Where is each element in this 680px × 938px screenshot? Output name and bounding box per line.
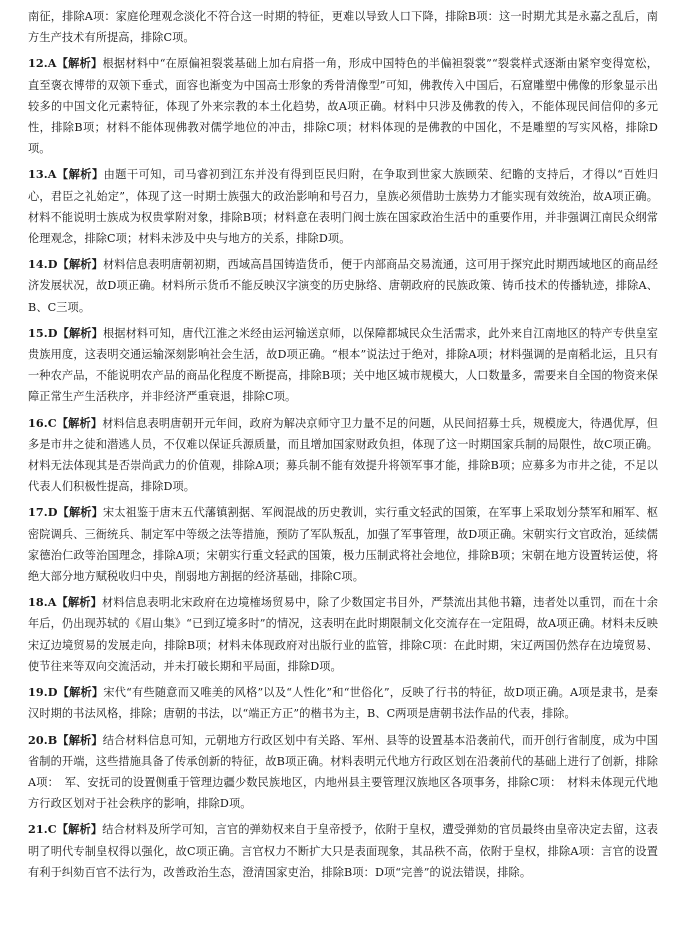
- question-number: 12.A: [28, 56, 57, 71]
- analysis-tag: 【解析】: [57, 505, 103, 520]
- paragraph-text: 根据材料可知，唐代江淮之米经由运河输送京师，以保障都城民众生活需求，此外来自江南地区的特产专供皇室贵族用度，这表明交通运输深刻影响社会生活，故D项正确。“根本”说法过于绝对，排除A项；材料强调的是南稻北运，且只有一种农产品，不能说明农产品的商品化程度不断提高，排除B项；关中地区城市规模大，人口数量多，需要来自全国的物资来保障正常生产生活秩序，并非经济严重衰退，排除C项。: [28, 326, 658, 404]
- analysis-tag: 【解析】: [57, 257, 103, 272]
- paragraph-text: 宋代“有些随意而又唯美的风格”以及“人性化”和“世俗化”，反映了行书的特征，故D项正确。A项是隶书，是秦汉时期的书法风格，排除；唐朝的书法，以“端正方正”的楷书为主，B、C两项是唐朝书法作品的代表，排除。: [28, 686, 658, 721]
- analysis-tag: 【解析】: [56, 415, 103, 430]
- paragraph-text: 结合材料信息可知，元朝地方行政区划中有关路、军州、县等的设置基本沿袭前代，而开创行省制度，成为中国省制的开端，这些措施具备了传承创新的特征，故B项正确。材料表明元代地方行政区划在沿袭前代的基础上进行了创新，排除A项： 军、安抚司的设置侧重于管理边疆少数民族地区，内地州县主要管理汉族地区各项事务，排除C项： 材料未体现元代地方行政区划对于社会秩序的影响，排除D项。: [28, 733, 659, 811]
- question-number: 19.D: [28, 685, 58, 700]
- question-number: 17.D: [28, 505, 58, 520]
- paragraph-q21: [28, 819, 658, 883]
- paragraph-q16: [28, 413, 658, 498]
- analysis-tag: 【解析】: [57, 685, 104, 700]
- analysis-tag: 【解析】: [57, 325, 103, 340]
- paragraph-11-continued: [28, 6, 658, 48]
- paragraph-q14: [28, 254, 658, 318]
- question-number: 15.D: [28, 325, 58, 340]
- paragraph-q19: [28, 682, 658, 724]
- paragraph-q13: [28, 164, 658, 249]
- question-number: 14.D: [28, 257, 58, 272]
- paragraph-text: 南征，排除A项：家庭伦理观念淡化不符合这一时期的特征，更难以导致人口下降，排除B项：这一时期尤其是永嘉之乱后，南方生产技术有所提高，排除C项。: [28, 10, 658, 45]
- analysis-tag: 【解析】: [56, 167, 104, 182]
- paragraph-text: 宋太祖鉴于唐末五代藩镇割据、军阀混战的历史教训，实行重文轻武的国策，在军事上采取划分禁军和厢军、枢密院调兵、三衙统兵、制定军中等级之法等措施，预防了军队叛乱，加强了军事管理，故D项正确。宋朝实行文官政治，延续儒家德治仁政等治国理念，排除A项；宋朝实行重文轻武的国策，极力压制武将社会地位，排除B项；宋朝在地方设置转运使，将绝大部分地方赋税收归中央，削弱地方割据的经济基础，排除C项。: [28, 506, 658, 584]
- paragraph-q15: [28, 323, 658, 408]
- analysis-tag: 【解析】: [56, 822, 103, 837]
- analysis-tag: 【解析】: [56, 56, 103, 71]
- paragraph-text: 材料信息表明唐朝开元年间，政府为解决京师守卫力量不足的问题，从民间招募士兵，规模庞大，待遇优厚，但多是市井之徒和潜逃人员，不仅难以保证兵源质量，而且增加国家财政负担，体现了这一时期国家兵制的局限性，故C项正确。材料无法体现其是否崇尚武力的价值观，排除A项；募兵制不能有效提升将领军事才能，排除B项；应募多为市井之徒，不足以代表人们积极性提高，排除D项。: [28, 416, 658, 494]
- paragraph-q12: [28, 53, 658, 159]
- paragraph-q20: [28, 730, 658, 815]
- question-number: 18.A: [28, 595, 57, 610]
- paragraph-text: 材料信息表明唐朝初期，西域高昌国铸造货币，便于内部商品交易流通，这可用于探究此时期西域地区的商品经济发展状况，故D项正确。材料所示货币不能反映汉字演变的历史脉络、唐朝政府的民族政策、铸币技术的传播轨迹，排除A、B、C三项。: [28, 258, 658, 314]
- question-number: 20.B: [28, 732, 58, 747]
- analysis-tag: 【解析】: [56, 595, 102, 610]
- paragraph-text: 材料信息表明北宋政府在边境榷场贸易中，除了少数国定书目外，严禁流出其他书籍，违者处以重罚，而在十余年后，仍出现苏轼的《眉山集》“已到辽境多时”的情况，这表明在此时期限制文化交流存在一定阻碍，故A项正确。材料未反映宋辽边境贸易的发展走向，排除B项；材料未体现政府对出版行业的监管，排除C项：在此时期，宋辽两国仍然存在边境贸易、使节往来等双向交流活动，并未打破长期和平局面，排除D项。: [28, 596, 658, 673]
- paragraph-text: 根据材料中“在原偏袒裂裳基础上加右肩搭一角，形成中国特色的半偏袒裂裳”“裂裳样式逐渐由紧窄变得宽松，直至褒衣博带的双领下垂式，面容也渐变为中国高士形象的秀骨清像型”可知，佛教传入中国后，石窟雕塑中佛像的形象显示出较多的中国文化元素特征，体现了外来宗教的本土化趋势，故A项正确。材料中只涉及佛教的传入，不能体现民间信仰的多元性，排除B项；材料不能体现佛教对儒学地位的冲击，排除C项；材料体现的是佛教的中国化，不是雕塑的写实风格，排除D项。: [28, 57, 658, 156]
- question-number: 21.C: [28, 822, 57, 837]
- question-number: 13.A: [28, 167, 57, 182]
- paragraph-text: 由题干可知，司马睿初到江东并没有得到臣民归附，在争取到世家大族顾荣、纪瞻的支持后，才得以“百姓归心，君臣之礼始定”，体现了这一时期士族强大的政治影响和号召力，皇族必须借助士族势力才能实现有效统治，故A项正确。材料不能说明士族成为权贵掌附对象，排除B项；材料意在表明门阀士族在国家政治生活中的重要作用，并非强调江南民众纲常伦理观念，排除C项；材料未涉及中央与地方的关系，排除D项。: [28, 168, 658, 246]
- paragraph-text: 结合材料及所学可知，言官的弹劾权来自于皇帝授予，依附于皇权，遭受弹劾的官员最终由皇帝决定去留，这表明了明代专制皇权得以强化，故C项正确。言官权力不断扩大只是表面现象，其品秩不高，依附于皇权，排除A项：言官的设置有利于纠劾百官不法行为，改善政治生态，澄清国家吏治，排除B项：D项“完善”的说法错误，排除。: [28, 823, 658, 879]
- question-number: 16.C: [28, 415, 57, 430]
- paragraph-q18: [28, 592, 658, 677]
- paragraph-q17: [28, 502, 658, 587]
- analysis-tag: 【解析】: [57, 732, 103, 747]
